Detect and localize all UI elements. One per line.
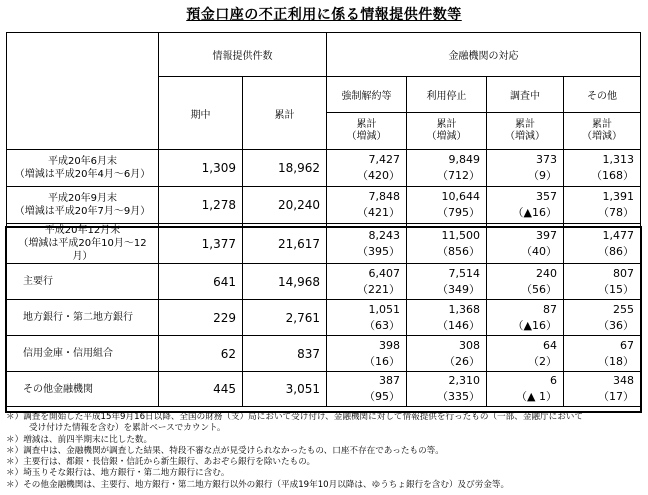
suspend-value: 11,500 （856）: [407, 224, 487, 264]
other-value: 1,391 （78）: [564, 187, 641, 224]
cumulative-value: 837: [243, 336, 327, 372]
other-value: 255 （36）: [564, 300, 641, 336]
suspend-value: 2,310 （335）: [407, 372, 487, 407]
subheader-suspend: 累計 （増減）: [407, 113, 487, 150]
footnote: ＊）主要行は、都銀・長信銀・信託から新生銀行、あおぞら銀行を除いたもの。: [6, 457, 316, 468]
subrow-label: 信用金庫・信用組合: [7, 336, 159, 372]
period-value: 1,377: [159, 224, 243, 264]
suspend-value: 7,514 （349）: [407, 264, 487, 300]
header-forced-termination: 強制解約等: [327, 77, 407, 113]
investigating-value: 6 （▲ 1）: [487, 372, 564, 407]
suspend-value: 308 （26）: [407, 336, 487, 372]
table-row: [7, 300, 641, 336]
cumulative-value: 18,962: [243, 150, 327, 187]
subheader-other: 累計 （増減）: [564, 113, 641, 150]
header-institution-response: 金融機関の対応: [327, 33, 641, 77]
row-label: 平成20年12月末 （増減は平成20年10月～12月）: [7, 224, 159, 264]
subheader-investigating: 累計 （増減）: [487, 113, 564, 150]
suspend-value: 9,849 （712）: [407, 150, 487, 187]
header-corner: [7, 33, 159, 150]
subrow-label: 地方銀行・第二地方銀行: [7, 300, 159, 336]
forced-value: 8,243 （395）: [327, 224, 407, 264]
footnote: ＊）その他金融機関は、主要行、地方銀行・第二地方銀行以外の銀行（平成19年10月以降は、ゆうちょ銀行を含む）及び労金等。: [6, 479, 510, 490]
period-value: 62: [159, 336, 243, 372]
footnote: ＊）調査を開始した平成15年9月16日以降、全国の財務（支）局において受け付け、金融機関に対して情報提供を行ったもの（一部、金融庁において 受け付けた情報を含む）を累計ベースでカウント。: [6, 412, 583, 434]
footnote: ＊）埼玉りそな銀行は、地方銀行・第二地方銀行に含む。: [6, 468, 230, 479]
forced-value: 398 （16）: [327, 336, 407, 372]
other-value: 1,477 （86）: [564, 224, 641, 264]
footnote: ＊）調査中は、金融機関が調査した結果、特段不審な点が見受けられなかったもの、口座不存在であったもの等。: [6, 445, 444, 456]
period-value: 229: [159, 300, 243, 336]
other-value: 348 （17）: [564, 372, 641, 407]
table-row: [7, 372, 641, 407]
other-value: 807 （15）: [564, 264, 641, 300]
footnote: ＊）増減は、前四半期末に比した数。: [6, 434, 153, 445]
period-value: 445: [159, 372, 243, 407]
table-row: [7, 336, 641, 372]
table-row: [7, 150, 641, 187]
period-value: 641: [159, 264, 243, 300]
other-value: 1,313 （168）: [564, 150, 641, 187]
table-row: [7, 264, 641, 300]
forced-value: 7,848 （421）: [327, 187, 407, 224]
other-value: 67 （18）: [564, 336, 641, 372]
suspend-value: 1,368 （146）: [407, 300, 487, 336]
row-label: 平成20年9月末 （増減は平成20年7月～9月）: [7, 187, 159, 224]
footnotes: [6, 412, 642, 491]
cumulative-value: 14,968: [243, 264, 327, 300]
forced-value: 1,051 （63）: [327, 300, 407, 336]
header-period: 期中: [159, 77, 243, 150]
investigating-value: 357 （▲16）: [487, 187, 564, 224]
investigating-value: 87 （▲16）: [487, 300, 564, 336]
period-value: 1,278: [159, 187, 243, 224]
investigating-value: 373 （9）: [487, 150, 564, 187]
investigating-value: 240 （56）: [487, 264, 564, 300]
forced-value: 7,427 （420）: [327, 150, 407, 187]
forced-value: 6,407 （221）: [327, 264, 407, 300]
subrow-label: その他金融機関: [7, 372, 159, 407]
subrow-label: 主要行: [7, 264, 159, 300]
statistics-table: [6, 32, 641, 407]
period-value: 1,309: [159, 150, 243, 187]
header-investigating: 調査中: [487, 77, 564, 113]
header-row-1: [7, 33, 641, 77]
page-title: 預金口座の不正利用に係る情報提供件数等: [186, 7, 462, 23]
header-info-count: 情報提供件数: [159, 33, 327, 77]
header-other: その他: [564, 77, 641, 113]
table-row: [7, 187, 641, 224]
header-cumulative: 累計: [243, 77, 327, 150]
header-suspension: 利用停止: [407, 77, 487, 113]
suspend-value: 10,644 （795）: [407, 187, 487, 224]
investigating-value: 397 （40）: [487, 224, 564, 264]
investigating-value: 64 （2）: [487, 336, 564, 372]
forced-value: 387 （95）: [327, 372, 407, 407]
cumulative-value: 2,761: [243, 300, 327, 336]
cumulative-value: 3,051: [243, 372, 327, 407]
table-row: [7, 224, 641, 264]
subheader-forced: 累計 （増減）: [327, 113, 407, 150]
row-label: 平成20年6月末 （増減は平成20年4月～6月）: [7, 150, 159, 187]
cumulative-value: 21,617: [243, 224, 327, 264]
cumulative-value: 20,240: [243, 187, 327, 224]
